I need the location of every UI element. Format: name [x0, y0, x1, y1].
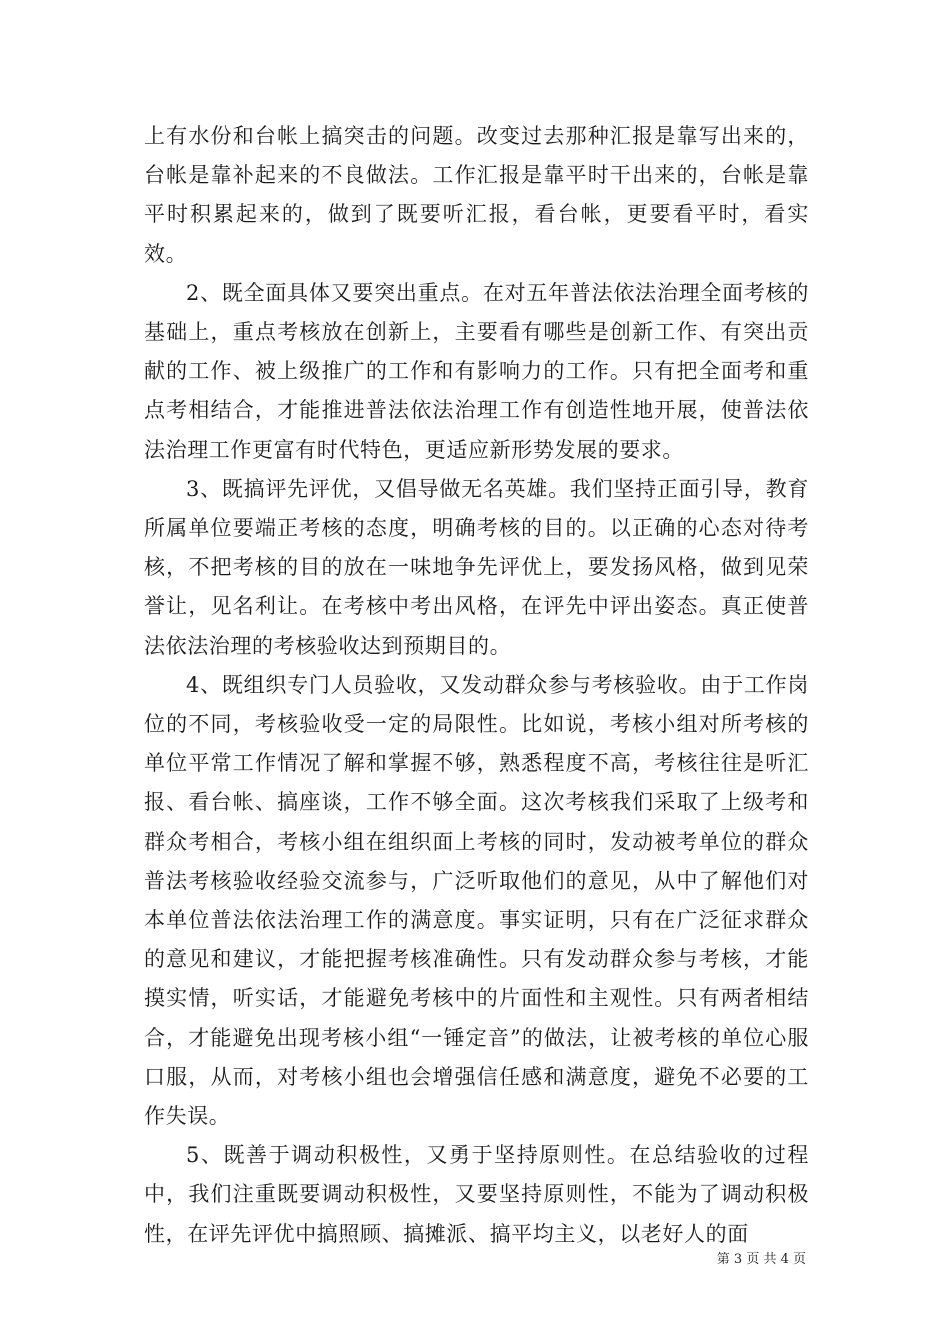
page-number-footer: 第 3 页 共 4 页	[716, 1252, 806, 1267]
paragraph-item-3: 3、既搞评先评优，又倡导做无名英雄。我们坚持正面引导，教育所属单位要端正考核的态度，明确考核的目的。以正确的心态对待考核，不把考核的目的放在一味地争先评优上，要发扬风格，做到见荣誉让，见名利让。在考核中考出风格，在评先中评出姿态。真正使普法依法治理的考核验收达到预期目的。	[144, 476, 809, 658]
paragraph-item-5: 5、既善于调动积极性，又勇于坚持原则性。在总结验收的过程中，我们注重既要调动积极性，又要坚持原则性，不能为了调动积极性，在评先评优中搞照顾、搞摊派、搞平均主义，以老好人的面	[144, 1143, 809, 1246]
paragraph-item-4: 4、既组织专门人员验收，又发动群众参与考核验收。由于工作岗位的不同，考核验收受一定的局限性。比如说，考核小组对所考核的单位平常工作情况了解和掌握不够，熟悉程度不高，考核往往是听汇报、看台帐、搞座谈，工作不够全面。这次考核我们采取了上级考和群众考相合，考核小组在组织面上考核的同时，发动被考单位的群众普法考核验收经验交流参与，广泛听取他们的意见，从中了解他们对本单位普法依法治理工作的满意度。事实证明，只有在广泛征求群众的意见和建议，才能把握考核准确性。只有发动群众参与考核，才能摸实情，听实话，才能避免考核中的片面性和主观性。只有两者相结合，才能避免出现考核小组“一锤定音”的做法，让被考核的单位心服口服，从而，对考核小组也会增强信任感和满意度，避免不必要的工作失误。	[144, 672, 809, 1129]
paragraph-continued: 上有水份和台帐上搞突击的问题。改变过去那种汇报是靠写出来的，台帐是靠补起来的不良做法。工作汇报是靠平时干出来的，台帐是靠平时积累起来的，做到了既要听汇报，看台帐，更要看平时，看实效。	[144, 124, 809, 266]
paragraph-item-2: 2、既全面具体又要突出重点。在对五年普法依法治理全面考核的基础上，重点考核放在创新上，主要看有哪些是创新工作、有突出贡献的工作、被上级推广的工作和有影响力的工作。只有把全面考和重点考相结合，才能推进普法依法治理工作有创造性地开展，使普法依法治理工作更富有时代特色，更适应新形势发展的要求。	[144, 280, 809, 462]
document-body	[144, 117, 809, 1254]
